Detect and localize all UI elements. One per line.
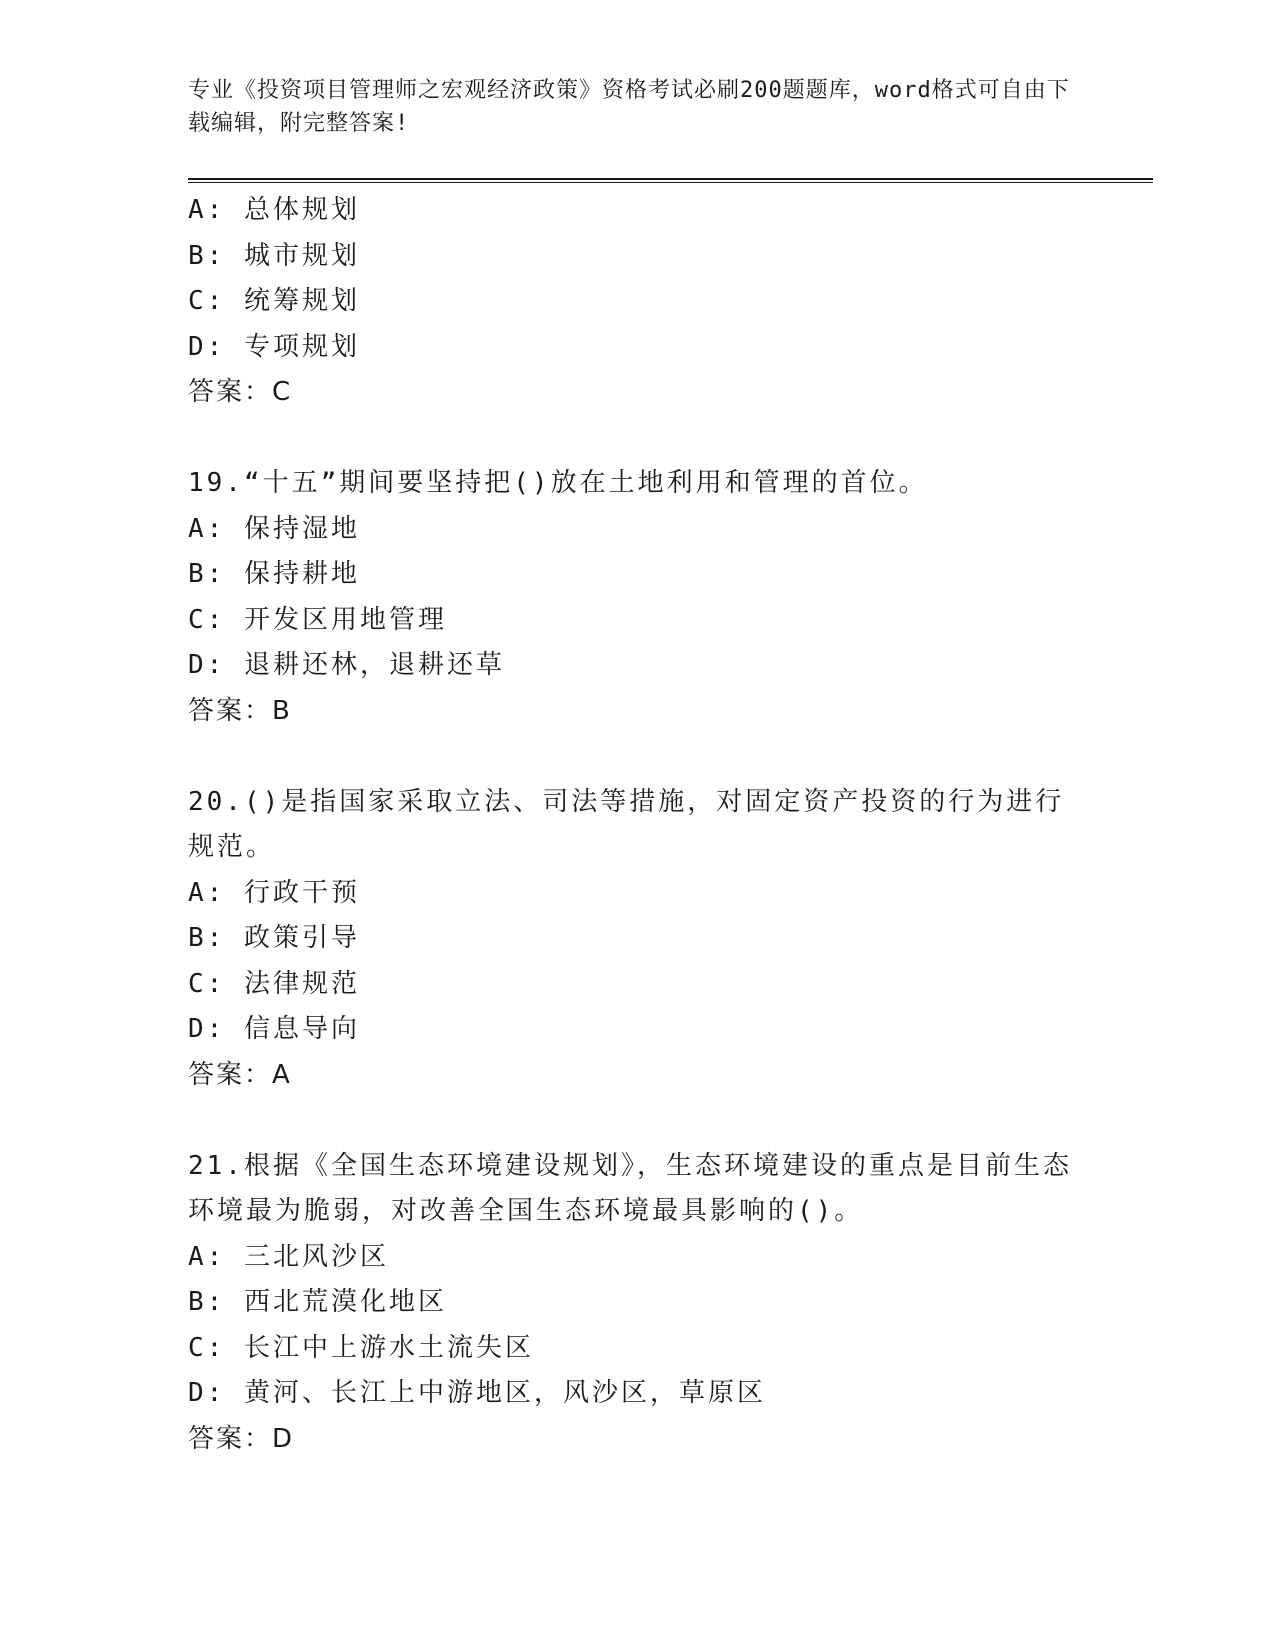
- option-b: B: 政策引导: [188, 923, 360, 953]
- document-header: 专业《投资项目管理师之宏观经济政策》资格考试必刷200题题库，word格式可自由下载编辑，附完整答案!: [188, 78, 1070, 136]
- question-text: 21.根据《全国生态环境建设规划》，生态环境建设的重点是目前生态环境最为脆弱，对改善全国生态环境最具影响的()。: [188, 1150, 1072, 1226]
- question-text: 20.()是指国家采取立法、司法等措施，对固定资产投资的行为进行规范。: [188, 786, 1065, 862]
- question-block-20: [188, 780, 1088, 1099]
- option-d: D: 黄河、长江上中游地区，风沙区，草原区: [188, 1378, 766, 1408]
- answer-line: 答案：A: [188, 1059, 292, 1090]
- option-d: D: 退耕还林，退耕还草: [188, 650, 505, 680]
- option-d: D: 专项规划: [188, 331, 360, 362]
- option-b: B: 保持耕地: [188, 559, 360, 589]
- option-a: A: 保持湿地: [188, 513, 360, 544]
- option-a: A: 行政干预: [188, 877, 360, 908]
- spacer: [188, 734, 1088, 780]
- option-b: B: 西北荒漠化地区: [188, 1287, 447, 1317]
- option-c: C: 开发区用地管理: [188, 604, 447, 635]
- option-c: C: 长江中上游水土流失区: [188, 1332, 534, 1363]
- answer-line: 答案：C: [188, 377, 293, 407]
- answer-line: 答案：B: [188, 695, 292, 726]
- option-c: C: 法律规范: [188, 968, 360, 999]
- answer-line: 答案：D: [188, 1423, 295, 1454]
- question-text: 19.“十五”期间要坚持把()放在土地利用和管理的首位。: [188, 468, 928, 498]
- spacer: [188, 416, 1088, 462]
- option-c: C: 统筹规划: [188, 286, 360, 316]
- spacer: [188, 1098, 1088, 1144]
- option-a: A: 三北风沙区: [188, 1241, 389, 1272]
- question-block-18: [188, 188, 1088, 416]
- option-b: B: 城市规划: [188, 240, 360, 271]
- question-content: [188, 188, 1088, 1462]
- option-a: A: 总体规划: [188, 195, 360, 225]
- question-block-21: [188, 1144, 1088, 1463]
- option-d: D: 信息导向: [188, 1014, 360, 1044]
- question-block-19: [188, 461, 1088, 734]
- header-divider: [188, 178, 1153, 183]
